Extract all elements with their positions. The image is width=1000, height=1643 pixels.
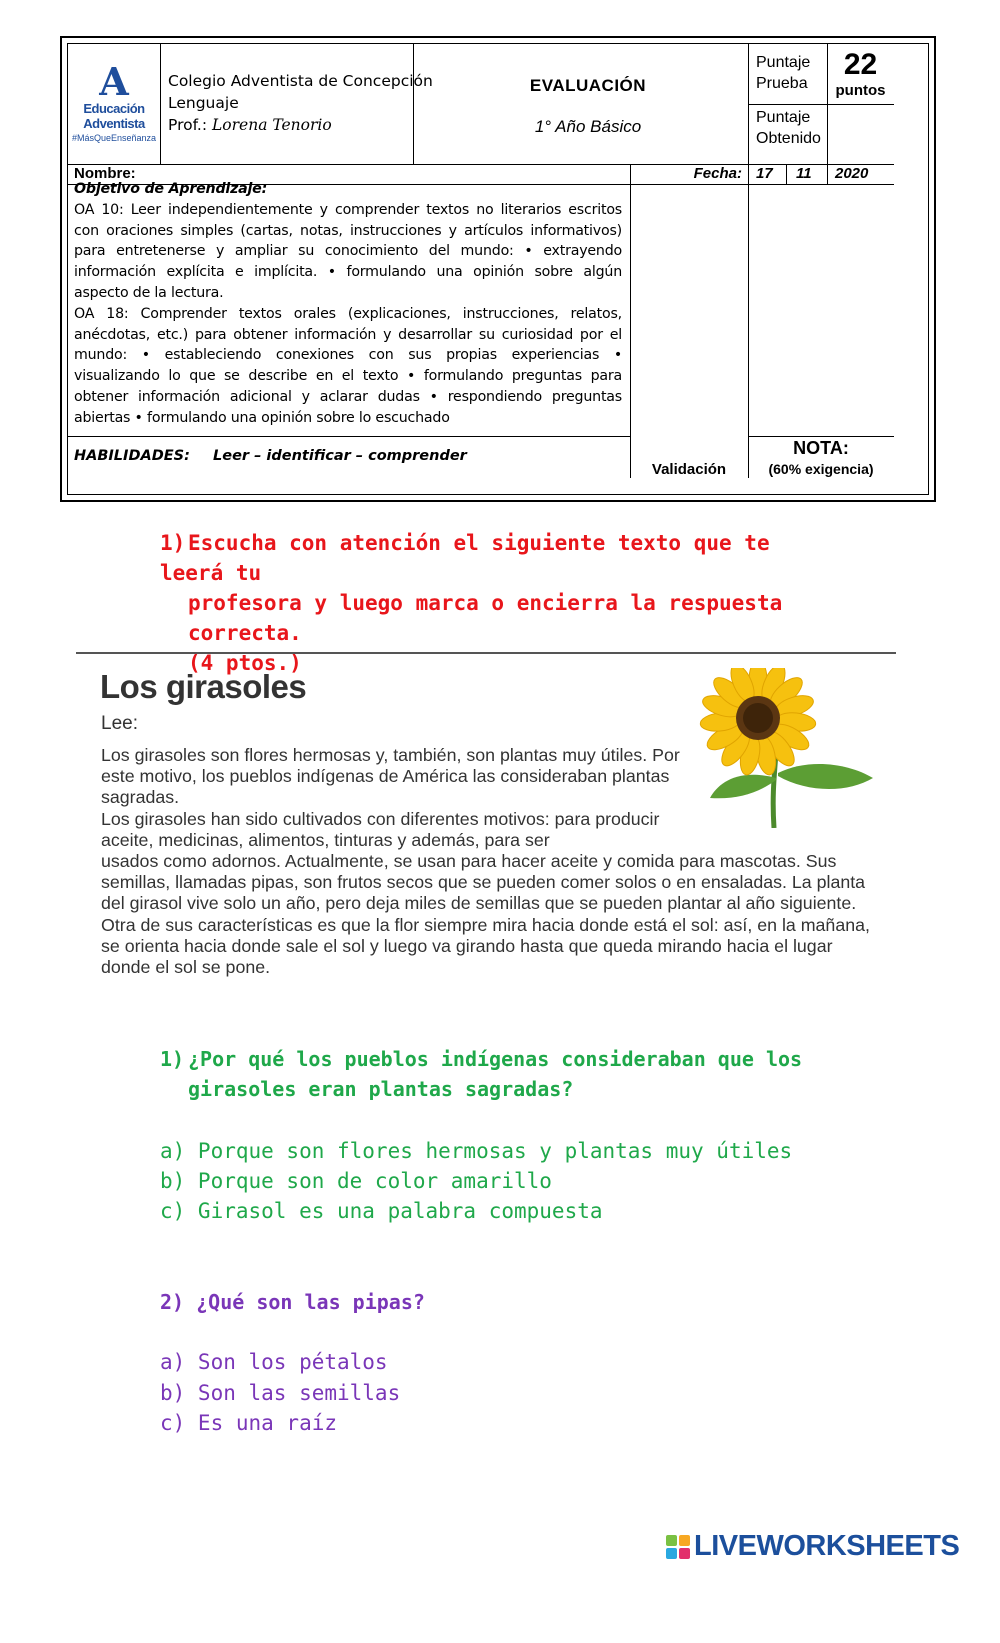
divider [748,436,894,437]
puntaje-obtenido-label [756,107,821,149]
question-1-number: 1) [160,1047,185,1071]
puntaje-prueba-label-line2: Prueba [756,75,808,92]
validacion-label: Validación [651,461,727,478]
divider [630,164,631,478]
divider [160,44,161,164]
puntaje-prueba-label-line1: Puntaje [756,54,811,71]
question-1-options [160,1136,792,1226]
question-1-line1: ¿Por qué los pueblos indígenas consideraban que los [188,1047,803,1071]
fecha-label: Fecha: [693,165,742,182]
school-logo [68,44,160,164]
nombre-label: Nombre: [74,165,136,182]
habilidades-label: HABILIDADES: [74,448,190,464]
listening-instruction [160,528,840,678]
nota-label: NOTA: [793,438,849,458]
question-1-option-b[interactable]: b) Porque son de color amarillo [160,1169,552,1193]
subject-name: Lenguaje [168,94,239,112]
divider [786,164,787,184]
reading-paragraph-2b: usados como adornos. Actualmente, se usan para hacer aceite y comida para mascotas. Sus semillas, llamadas pipas, son frutos secos que se pueden comer solos o en ensaladas. La planta del girasol vive solo un año, pero deja miles de semillas que se pueden plantar al año siguiente. Otra de sus características es que la flor siempre mira hacia donde está el sol: así, en la mañana, se orienta hacia donde sale el sol y luego va girando hasta que queda mirando hacia el lugar donde el sol se pone. [101,851,870,978]
puntaje-prueba-unit: puntos [835,82,886,99]
liveworksheets-icon [666,1535,690,1559]
reading-paragraph-1: Los girasoles son flores hermosas y, también, son plantas muy útiles. Por este motivo, los pueblos indígenas de América las consideraban plantas sagradas. [101,745,680,808]
question-2-option-c[interactable]: c) Es una raíz [160,1411,338,1435]
fecha-day: 17 [756,165,773,182]
question-1 [160,1044,840,1104]
reading-lee-label: Lee: [101,713,138,734]
logo-square-orange [679,1535,690,1546]
logo-square-blue [666,1548,677,1559]
puntaje-obtenido-label-line2: Obtenido [756,130,821,147]
question-2: 2) ¿Qué son las pipas? [160,1290,425,1314]
teacher-prefix: Prof.: [168,116,208,134]
school-info [168,70,433,136]
divider [68,436,630,437]
question-2-option-b[interactable]: b) Son las semillas [160,1380,401,1405]
objetivo-title: Objetivo de Aprendizaje: [74,181,268,197]
puntaje-prueba-value: 22 [843,48,878,81]
question-2-options [160,1347,400,1439]
oa18-text: OA 18: Comprender textos orales (explicaciones, instrucciones, relatos, anécdotas, etc.) para obtener información y desarrollar su curiosidad por el mundo: • estableciendo conexiones con sus propias experiencias • visualizando lo que se describe en el texto • formulando preguntas para obtener información adicional y aclarar dudas • respondiendo preguntas abiertas • formulando una opinión sobre lo escuchado [74,305,622,426]
fecha-month: 11 [796,165,812,182]
habilidades-value: Leer – identificar – comprender [213,448,467,464]
reading-title: Los girasoles [100,668,307,705]
puntaje-obtenido-label-line1: Puntaje [756,109,811,126]
fecha-year: 2020 [835,165,869,182]
nota-subtitle: (60% exigencia) [768,461,874,477]
oa10-text: OA 10: Leer independientemente y comprender textos no literarios escritos con oraciones simples (cartas, notas, instrucciones y artículos informativos) para entretenerse y ampliar su conocimiento del mundo: • extrayendo información explícita e implícita. • formulando una opinión sobre algún aspecto de la lectura. [74,201,622,301]
logo-text-line2: Adventista [83,116,145,131]
logo-square-green [666,1535,677,1546]
reading-paragraph-2a: Los girasoles han sido cultivados con diferentes motivos: para producir aceite, medicinas, alimentos, tinturas y además, para ser [101,808,660,850]
objectives-block [74,179,622,429]
liveworksheets-text: LIVEWORKSHEETS [694,1530,960,1562]
divider [748,44,749,478]
instruction-line2: profesora y luego marca o encierra la respuesta correcta. [188,591,783,645]
teacher-name: Lorena Tenorio [212,116,332,134]
instruction-points: (4 ptos.) [188,651,302,675]
header-inner-frame [67,43,929,495]
reading-body [101,745,881,978]
instruction-line1: Escucha con atención el siguiente texto que te leerá tu [160,531,770,585]
logo-text-line1: Educación [83,101,145,116]
adventist-emblem-icon: A [99,59,129,104]
school-name: Colegio Adventista de Concepción [168,72,433,90]
section-divider [76,652,896,654]
puntaje-obtenido-field[interactable] [828,105,893,163]
grade-level: 1° Año Básico [534,117,642,136]
question-1-option-c[interactable]: c) Girasol es una palabra compuesta [160,1199,603,1223]
question-2-option-a[interactable]: a) Son los pétalos [160,1350,388,1374]
logo-tagline: #MásQueEnseñanza [71,133,157,143]
liveworksheets-logo [666,1530,959,1563]
instruction-number: 1) [160,531,186,555]
evaluation-title: EVALUACIÓN [529,76,647,95]
puntaje-prueba-label [756,52,810,94]
question-1-option-a[interactable]: a) Porque son flores hermosas y plantas muy útiles [160,1139,793,1163]
teacher-line [168,114,433,136]
question-1-line2: girasoles eran plantas sagradas? [188,1077,574,1101]
logo-square-pink [679,1548,690,1559]
evaluation-header-table [60,36,936,502]
